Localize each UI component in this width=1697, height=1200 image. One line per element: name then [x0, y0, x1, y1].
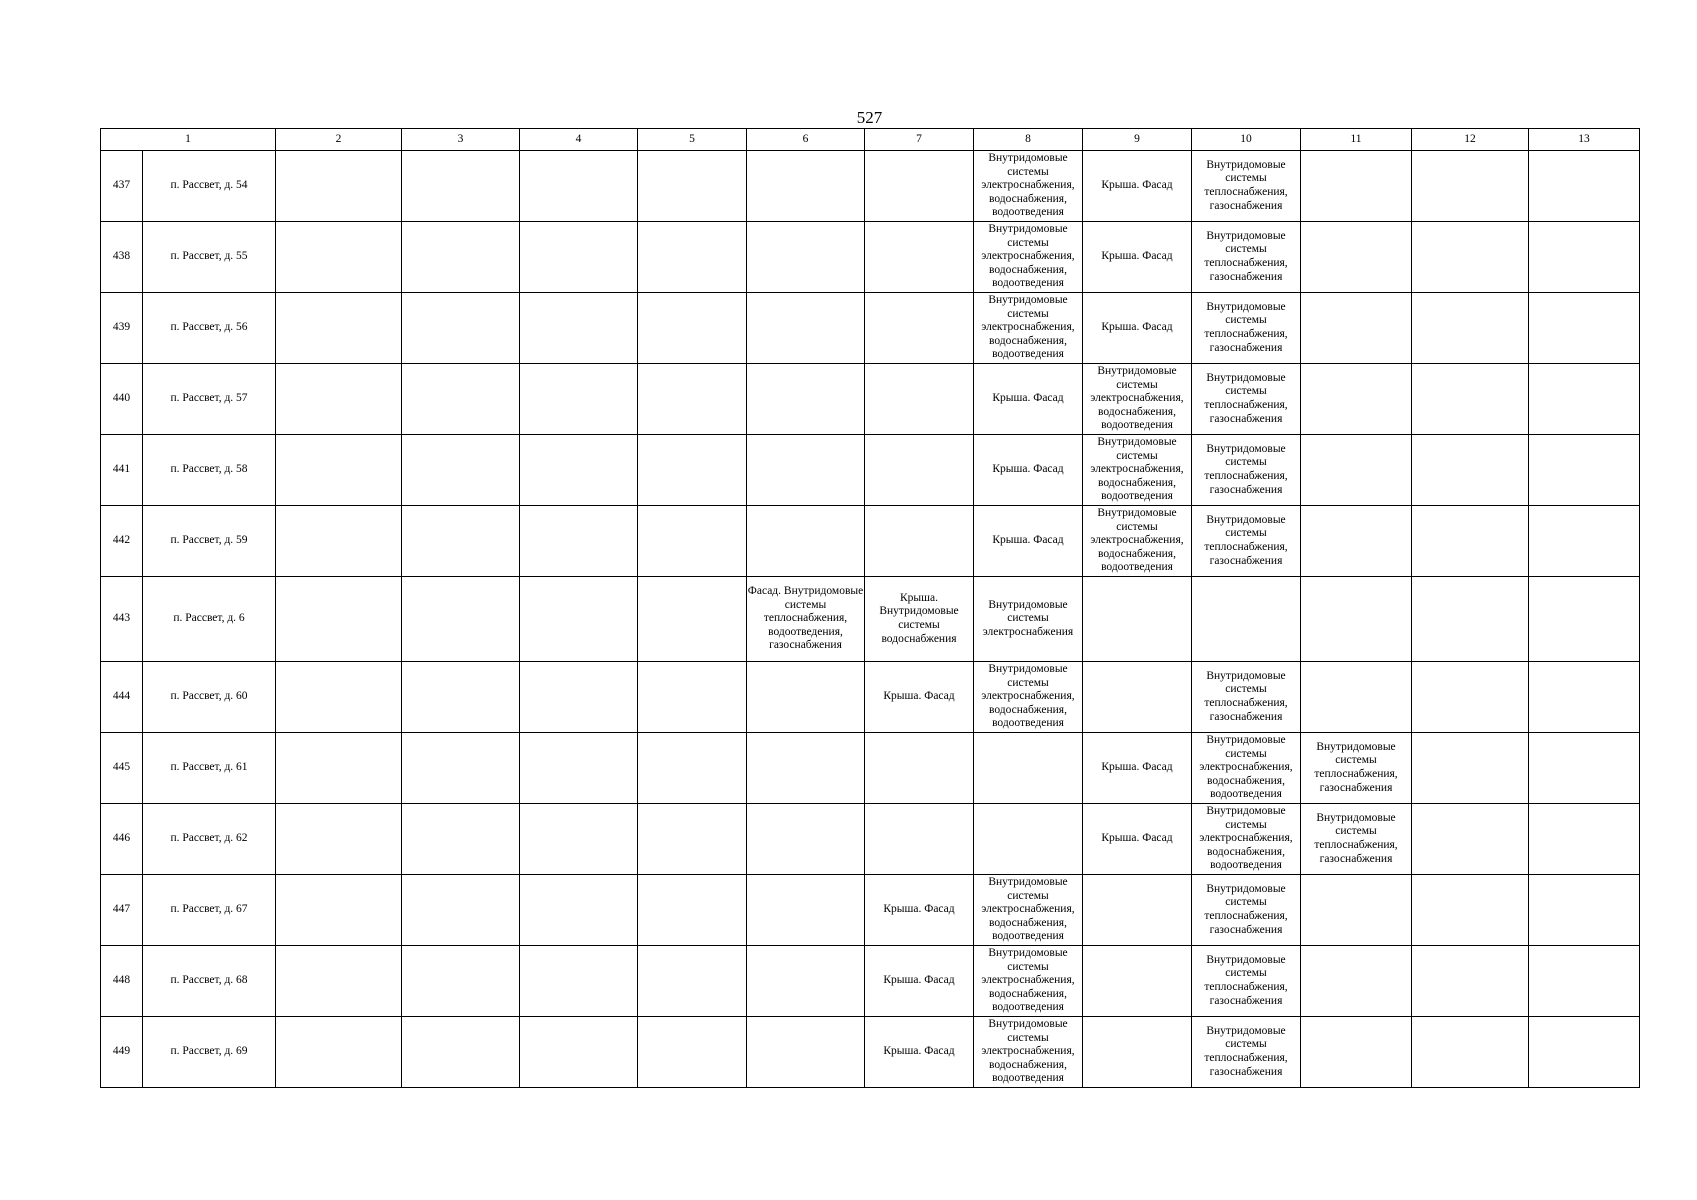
- table-cell: [1301, 293, 1412, 364]
- table-cell: Крыша. Фасад: [865, 875, 974, 946]
- table-cell: [865, 804, 974, 875]
- row-number: 439: [101, 293, 143, 364]
- table-cell: [402, 435, 520, 506]
- table-cell: [520, 151, 638, 222]
- table-cell: Крыша. Фасад: [974, 364, 1083, 435]
- table-cell: [276, 222, 402, 293]
- row-number: 443: [101, 577, 143, 662]
- table-cell: [1412, 151, 1529, 222]
- table-cell: [402, 364, 520, 435]
- table-cell: [865, 293, 974, 364]
- row-number: 445: [101, 733, 143, 804]
- table-cell: [747, 293, 865, 364]
- page-number: 527: [856, 108, 883, 127]
- table-row: [101, 875, 1640, 946]
- column-header: 2: [276, 129, 402, 151]
- table-cell: [1412, 364, 1529, 435]
- table-cell: [520, 946, 638, 1017]
- table-cell: [747, 946, 865, 1017]
- table-cell: [747, 733, 865, 804]
- table-cell: [1301, 662, 1412, 733]
- table-cell: Внутридомовые системы электроснабжения, водоснабжения, водоотведения: [974, 293, 1083, 364]
- table-cell: [520, 364, 638, 435]
- table-cell: [1301, 506, 1412, 577]
- table-cell: [1412, 577, 1529, 662]
- table-cell: [1529, 364, 1640, 435]
- table-cell: Внутридомовые системы теплоснабжения, газоснабжения: [1192, 364, 1301, 435]
- table-row: [101, 804, 1640, 875]
- row-number: 446: [101, 804, 143, 875]
- column-header: 4: [520, 129, 638, 151]
- table-cell: [638, 293, 747, 364]
- table-cell: [1301, 946, 1412, 1017]
- table-cell: [1529, 151, 1640, 222]
- table-cell: Внутридомовые системы теплоснабжения, газоснабжения: [1192, 293, 1301, 364]
- table-cell: [1529, 946, 1640, 1017]
- table-row: [101, 364, 1640, 435]
- table-cell: [638, 662, 747, 733]
- table-cell: [520, 733, 638, 804]
- table-cell: Крыша. Фасад: [1083, 733, 1192, 804]
- table-cell: [747, 435, 865, 506]
- row-address: п. Рассвет, д. 61: [143, 733, 276, 804]
- table-cell: [276, 733, 402, 804]
- column-header: 7: [865, 129, 974, 151]
- table-cell: [276, 662, 402, 733]
- table-cell: [1301, 151, 1412, 222]
- table-cell: [1301, 222, 1412, 293]
- row-number: 442: [101, 506, 143, 577]
- table-cell: [276, 435, 402, 506]
- table-cell: [1192, 577, 1301, 662]
- table-cell: Внутридомовые системы электроснабжения, водоснабжения, водоотведения: [974, 875, 1083, 946]
- table-cell: [1529, 804, 1640, 875]
- table-cell: [1529, 435, 1640, 506]
- table-cell: [520, 435, 638, 506]
- table-cell: [1083, 875, 1192, 946]
- table-cell: [1529, 733, 1640, 804]
- table-cell: [1083, 946, 1192, 1017]
- table-cell: [276, 151, 402, 222]
- row-address: п. Рассвет, д. 59: [143, 506, 276, 577]
- table-cell: Фасад. Внутридомовые системы теплоснабжения, водоотведения, газоснабжения: [747, 577, 865, 662]
- table-cell: [520, 293, 638, 364]
- repair-schedule-table: [100, 128, 1640, 1088]
- table-cell: Внутридомовые системы электроснабжения, водоснабжения, водоотведения: [974, 151, 1083, 222]
- table-cell: Внутридомовые системы теплоснабжения, газоснабжения: [1192, 946, 1301, 1017]
- table-cell: [1529, 662, 1640, 733]
- table-cell: [520, 506, 638, 577]
- table-row: [101, 577, 1640, 662]
- table-row: [101, 946, 1640, 1017]
- row-address: п. Рассвет, д. 54: [143, 151, 276, 222]
- table-cell: [1412, 946, 1529, 1017]
- table-cell: [276, 506, 402, 577]
- table-cell: [865, 506, 974, 577]
- table-cell: [747, 804, 865, 875]
- table-cell: Внутридомовые системы электроснабжения: [974, 577, 1083, 662]
- table-cell: [747, 506, 865, 577]
- table-cell: [1412, 222, 1529, 293]
- table-cell: Внутридомовые системы электроснабжения, водоснабжения, водоотведения: [974, 662, 1083, 733]
- table-row: [101, 506, 1640, 577]
- table-cell: [1412, 1017, 1529, 1088]
- table-cell: [747, 875, 865, 946]
- table-cell: [1301, 435, 1412, 506]
- table-cell: [1412, 293, 1529, 364]
- table-cell: [1529, 875, 1640, 946]
- table-cell: [276, 875, 402, 946]
- column-header: 11: [1301, 129, 1412, 151]
- table-cell: [1301, 875, 1412, 946]
- table-cell: [520, 804, 638, 875]
- table-cell: Внутридомовые системы электроснабжения, водоснабжения, водоотведения: [1083, 506, 1192, 577]
- table-cell: [276, 1017, 402, 1088]
- table-cell: [402, 662, 520, 733]
- column-header: 3: [402, 129, 520, 151]
- table-cell: [638, 946, 747, 1017]
- table-cell: [638, 506, 747, 577]
- table-cell: [402, 151, 520, 222]
- column-header: 9: [1083, 129, 1192, 151]
- table-cell: [276, 577, 402, 662]
- table-cell: Крыша. Фасад: [865, 1017, 974, 1088]
- table-cell: Внутридомовые системы электроснабжения, водоснабжения, водоотведения: [1083, 364, 1192, 435]
- table-cell: Внутридомовые системы электроснабжения, водоснабжения, водоотведения: [974, 1017, 1083, 1088]
- column-header: 8: [974, 129, 1083, 151]
- table-body: [101, 151, 1640, 1088]
- row-number: 438: [101, 222, 143, 293]
- row-number: 441: [101, 435, 143, 506]
- table-cell: [1412, 875, 1529, 946]
- table-cell: Внутридомовые системы электроснабжения, водоснабжения, водоотведения: [974, 222, 1083, 293]
- table-cell: Внутридомовые системы теплоснабжения, газоснабжения: [1192, 435, 1301, 506]
- table-cell: [638, 151, 747, 222]
- table-row: [101, 151, 1640, 222]
- table-cell: [276, 364, 402, 435]
- table-cell: [1412, 506, 1529, 577]
- table-cell: [1301, 577, 1412, 662]
- table-cell: Внутридомовые системы теплоснабжения, газоснабжения: [1192, 151, 1301, 222]
- row-address: п. Рассвет, д. 68: [143, 946, 276, 1017]
- table-cell: [276, 804, 402, 875]
- table-row: [101, 1017, 1640, 1088]
- table-cell: [402, 733, 520, 804]
- table-cell: [747, 151, 865, 222]
- row-address: п. Рассвет, д. 69: [143, 1017, 276, 1088]
- table-row: [101, 293, 1640, 364]
- table-row: [101, 662, 1640, 733]
- table-cell: [402, 875, 520, 946]
- row-address: п. Рассвет, д. 56: [143, 293, 276, 364]
- table-cell: Внутридомовые системы теплоснабжения, газоснабжения: [1192, 662, 1301, 733]
- table-cell: [1529, 1017, 1640, 1088]
- table-cell: [520, 875, 638, 946]
- table-cell: [402, 1017, 520, 1088]
- table-cell: [402, 946, 520, 1017]
- table-cell: [638, 577, 747, 662]
- table-cell: Внутридомовые системы теплоснабжения, газоснабжения: [1192, 1017, 1301, 1088]
- column-header: 13: [1529, 129, 1640, 151]
- table-cell: [520, 1017, 638, 1088]
- table-cell: [402, 293, 520, 364]
- row-address: п. Рассвет, д. 6: [143, 577, 276, 662]
- table-cell: Крыша. Фасад: [1083, 222, 1192, 293]
- row-number: 444: [101, 662, 143, 733]
- table-cell: [1083, 1017, 1192, 1088]
- table-cell: Крыша. Внутридомовые системы водоснабжения: [865, 577, 974, 662]
- row-address: п. Рассвет, д. 57: [143, 364, 276, 435]
- table-cell: Внутридомовые системы теплоснабжения, газоснабжения: [1192, 506, 1301, 577]
- table-cell: [865, 435, 974, 506]
- table-row: [101, 435, 1640, 506]
- table-cell: Внутридомовые системы электроснабжения, водоснабжения, водоотведения: [1083, 435, 1192, 506]
- row-number: 447: [101, 875, 143, 946]
- table-cell: [520, 662, 638, 733]
- table-cell: [974, 733, 1083, 804]
- table-cell: [402, 804, 520, 875]
- table-cell: [747, 662, 865, 733]
- table-cell: [1301, 364, 1412, 435]
- table-cell: [638, 733, 747, 804]
- table-cell: [276, 293, 402, 364]
- row-number: 437: [101, 151, 143, 222]
- column-header: 1: [101, 129, 276, 151]
- table-cell: [747, 222, 865, 293]
- table-cell: [1529, 222, 1640, 293]
- row-address: п. Рассвет, д. 67: [143, 875, 276, 946]
- table-cell: [1301, 1017, 1412, 1088]
- column-header: 6: [747, 129, 865, 151]
- row-address: п. Рассвет, д. 60: [143, 662, 276, 733]
- table-cell: [1529, 577, 1640, 662]
- column-header: 5: [638, 129, 747, 151]
- table-cell: Внутридомовые системы электроснабжения, водоснабжения, водоотведения: [1192, 733, 1301, 804]
- table-cell: Крыша. Фасад: [974, 506, 1083, 577]
- table-cell: Внутридомовые системы теплоснабжения, газоснабжения: [1301, 733, 1412, 804]
- table-cell: [865, 364, 974, 435]
- row-address: п. Рассвет, д. 58: [143, 435, 276, 506]
- table-cell: [1083, 577, 1192, 662]
- table-cell: [402, 222, 520, 293]
- table-cell: Внутридомовые системы электроснабжения, водоснабжения, водоотведения: [974, 946, 1083, 1017]
- table-cell: [1412, 662, 1529, 733]
- row-number: 448: [101, 946, 143, 1017]
- table-cell: [747, 364, 865, 435]
- table-cell: [1529, 506, 1640, 577]
- table-cell: Внутридомовые системы теплоснабжения, газоснабжения: [1301, 804, 1412, 875]
- table-cell: [974, 804, 1083, 875]
- table-cell: [1083, 662, 1192, 733]
- table-cell: [1412, 804, 1529, 875]
- table-cell: [865, 733, 974, 804]
- table-cell: [276, 946, 402, 1017]
- table-cell: [638, 875, 747, 946]
- table-cell: [865, 151, 974, 222]
- table-cell: Крыша. Фасад: [1083, 151, 1192, 222]
- table-cell: Внутридомовые системы теплоснабжения, газоснабжения: [1192, 222, 1301, 293]
- header-row: [101, 129, 1640, 151]
- table-cell: [638, 804, 747, 875]
- column-header: 10: [1192, 129, 1301, 151]
- table-cell: [747, 1017, 865, 1088]
- table-cell: Внутридомовые системы теплоснабжения, газоснабжения: [1192, 875, 1301, 946]
- table-cell: [865, 222, 974, 293]
- table-cell: [638, 222, 747, 293]
- row-number: 440: [101, 364, 143, 435]
- table-cell: Крыша. Фасад: [865, 662, 974, 733]
- table-cell: Внутридомовые системы электроснабжения, водоснабжения, водоотведения: [1192, 804, 1301, 875]
- table-cell: [402, 506, 520, 577]
- table-cell: [638, 1017, 747, 1088]
- table-cell: Крыша. Фасад: [1083, 804, 1192, 875]
- table-row: [101, 222, 1640, 293]
- row-number: 449: [101, 1017, 143, 1088]
- table-cell: [1529, 293, 1640, 364]
- table-cell: [638, 435, 747, 506]
- table-cell: Крыша. Фасад: [865, 946, 974, 1017]
- row-address: п. Рассвет, д. 62: [143, 804, 276, 875]
- table-cell: Крыша. Фасад: [974, 435, 1083, 506]
- table-cell: [1412, 733, 1529, 804]
- table-cell: Крыша. Фасад: [1083, 293, 1192, 364]
- table-cell: [638, 364, 747, 435]
- table-cell: [520, 222, 638, 293]
- table-cell: [1412, 435, 1529, 506]
- table-row: [101, 733, 1640, 804]
- table-cell: [402, 577, 520, 662]
- table-cell: [520, 577, 638, 662]
- column-header: 12: [1412, 129, 1529, 151]
- row-address: п. Рассвет, д. 55: [143, 222, 276, 293]
